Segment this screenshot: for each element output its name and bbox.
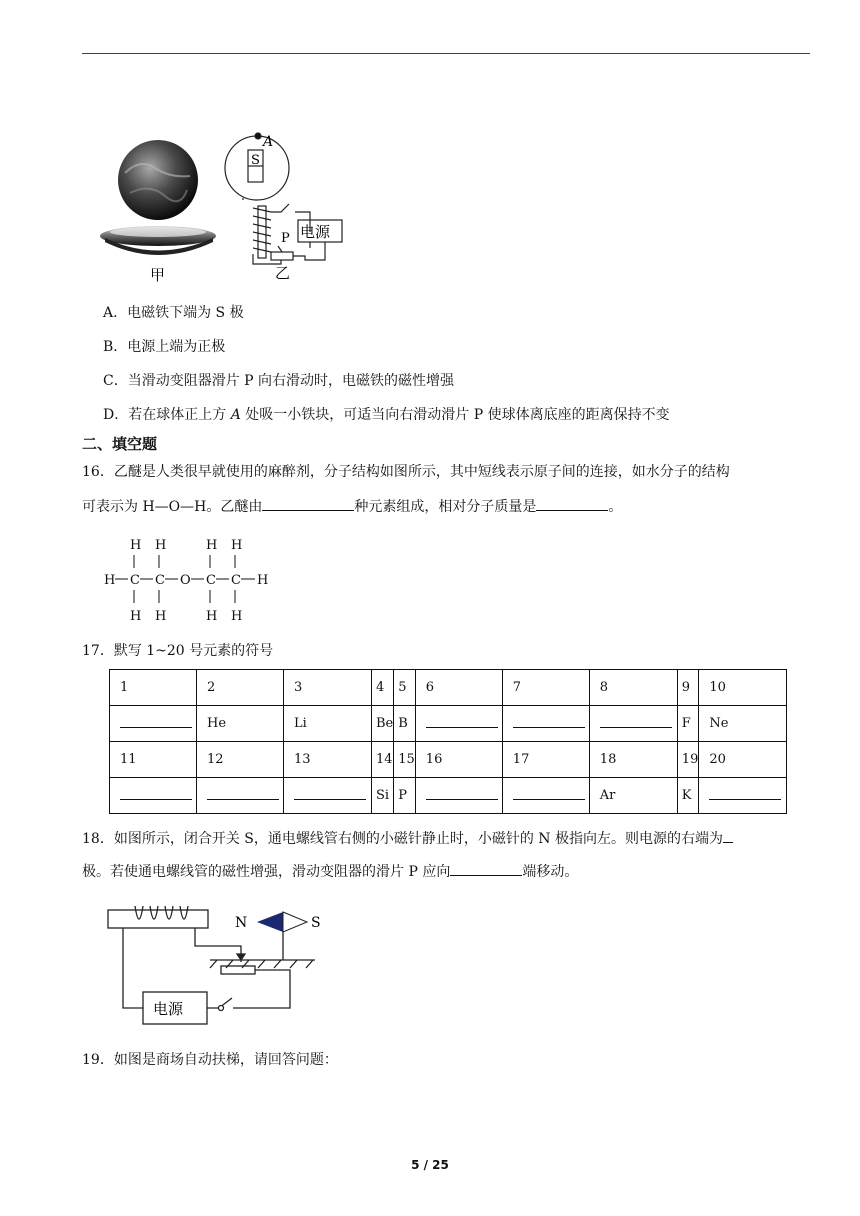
table-cell [415,706,502,742]
blank-S[interactable] [426,787,498,800]
ether-structural-formula [100,535,280,625]
svg-text:C: C [231,573,241,588]
table-cell [699,778,787,814]
label-S: S [251,153,260,168]
table-cell: 12 [197,742,284,778]
table-cell: 1 [110,670,197,706]
q18-blank-direction[interactable] [450,861,522,876]
element-table [109,669,787,814]
table-cell: He [197,706,284,742]
svg-text:电源: 电源 [153,1000,184,1018]
q19-line: 19．如图是商场自动扶梯，请回答问题： [82,1052,338,1068]
q18-line1: 18．如图所示，闭合开关 S，通电螺线管右侧的小磁针静止时，小磁针的 N 极指向左。则电源的右端为 [82,828,810,849]
q17-title: 17．默写 1~20 号元素的符号 [82,643,274,659]
q16-blank-elements[interactable] [262,496,354,511]
table-row [110,742,787,778]
svg-text:H: H [155,538,167,553]
svg-text:N: N [235,915,248,931]
table-cell: 14 [372,742,394,778]
q16-line1: 16．乙醚是人类很早就使用的麻醉剂，分子结构如图所示，其中短线表示原子间的连接，如水分子的结构 [82,464,730,480]
q18-blank-pole[interactable] [723,828,733,843]
table-cell [197,778,284,814]
label-P: P [281,231,290,246]
svg-text:H: H [231,538,243,553]
svg-text:H: H [231,609,243,624]
label-A: A [263,134,274,150]
table-cell: Li [284,706,372,742]
blank-Na[interactable] [120,787,192,800]
table-cell: 3 [284,670,372,706]
section-title-fill-in: 二、填空题 [82,435,158,453]
option-a: A．电磁铁下端为 S 极 [103,305,244,321]
svg-text:H: H [206,609,218,624]
blank-Al[interactable] [294,787,366,800]
table-cell [415,778,502,814]
blank-C[interactable] [426,715,498,728]
label-yi: 乙 [275,264,291,282]
svg-text:C: C [130,573,140,588]
blank-H[interactable] [120,715,192,728]
svg-text:H: H [257,573,269,588]
table-cell: Be [372,706,394,742]
table-cell: Si [372,778,394,814]
table-cell [502,778,589,814]
table-cell: 9 [677,670,699,706]
table-cell: 20 [699,742,787,778]
svg-text:H: H [130,609,142,624]
table-cell: 6 [415,670,502,706]
option-d: D．若在球体正上方 A 处吸一小铁块，可适当向右滑动滑片 P 使球体离底座的距离保持不变 [103,407,670,423]
table-cell: 19 [677,742,699,778]
blank-O[interactable] [600,715,672,728]
table-cell: 8 [589,670,677,706]
table-cell: 15 [394,742,416,778]
blank-N[interactable] [513,715,585,728]
svg-text:O: O [180,573,191,588]
table-row [110,778,787,814]
svg-text:H: H [206,538,218,553]
table-cell: 16 [415,742,502,778]
table-cell: Ne [699,706,787,742]
table-cell: 5 [394,670,416,706]
svg-text:H: H [104,573,116,588]
option-c: C．当滑动变阻器滑片 P 向右滑动时，电磁铁的磁性增强 [103,373,455,389]
svg-text:C: C [206,573,216,588]
table-row [110,706,787,742]
globe-photo [100,140,216,255]
svg-text:C: C [155,573,165,588]
blank-Cl[interactable] [513,787,585,800]
label-power: 电源 [300,223,331,241]
option-b: B．电源上端为正极 [103,339,226,355]
table-cell [110,778,197,814]
table-cell: P [394,778,416,814]
q16-blank-mass[interactable] [536,496,608,511]
svg-text:H: H [130,538,142,553]
q16-line2: 可表示为 H—O—H。乙醚由 种元素组成，相对分子质量是 。 [82,496,810,517]
table-cell: 11 [110,742,197,778]
table-cell: B [394,706,416,742]
table-cell: 10 [699,670,787,706]
table-cell: K [677,778,699,814]
table-cell [284,778,372,814]
table-cell: 4 [372,670,394,706]
table-cell [589,706,677,742]
table-cell: F [677,706,699,742]
table-cell: 17 [502,742,589,778]
header-rule [82,53,810,54]
figure-maglev-globe [95,128,365,288]
svg-text:H: H [155,609,167,624]
table-cell: 13 [284,742,372,778]
table-cell [110,706,197,742]
label-jia: 甲 [150,266,166,284]
table-row [110,670,787,706]
q18-line2: 极。若使通电螺线管的磁性增强，滑动变阻器的滑片 P 应向 端移动。 [82,861,810,882]
svg-text:S: S [311,915,321,931]
page-number: 5 / 25 [411,1158,449,1172]
table-cell: 7 [502,670,589,706]
table-cell: 18 [589,742,677,778]
table-cell [502,706,589,742]
figure-solenoid-circuit [105,900,335,1040]
blank-Mg[interactable] [207,787,279,800]
table-cell: 2 [197,670,284,706]
table-cell: Ar [589,778,677,814]
blank-Ca[interactable] [709,787,781,800]
